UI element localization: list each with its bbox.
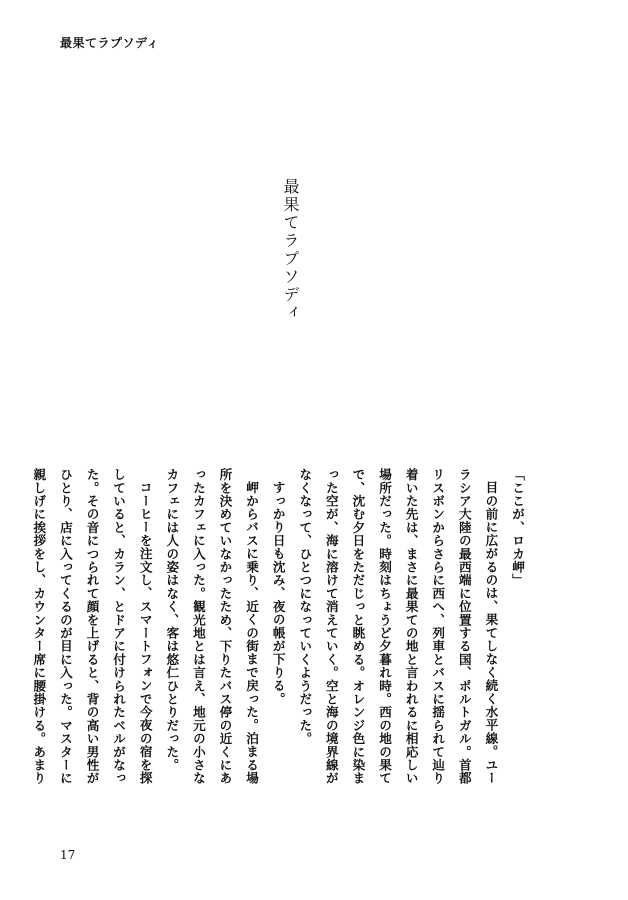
text-line: 親しげに挨拶をし、カウンター席に腰掛ける。あまり — [31, 468, 47, 785]
text-line: 着いた先は、まさに最果ての地と言われるに相応しい — [403, 468, 419, 785]
text-line: なくなって、ひとつになっていくようだった。 — [297, 468, 313, 746]
text-line: 目の前に広がるのは、果てしなく続く水平線。ユー — [483, 480, 499, 785]
running-head: 最果てラプソディ — [60, 36, 160, 50]
text-line: コーヒーを注文し、スマートフォンで今夜の宿を探 — [137, 480, 153, 785]
body-text — [25, 468, 530, 804]
text-line: 場所だった。時刻はちょうど夕暮れ時。西の地の果て — [377, 468, 393, 785]
chapter-title: 最果てラプソディ — [281, 178, 300, 322]
text-line: リスボンからさらに西へ、列車とバスに揺られて辿り — [430, 468, 446, 785]
page-number: 17 — [60, 848, 76, 862]
text-line: 所を決めていなかったため、下りたバス停の近くにあ — [217, 468, 233, 785]
text-line: ラシア大陸の最西端に位置する国、ポルトガル。首都 — [456, 468, 472, 785]
text-line: た。その音につられて顔を上げると、背の高い男性が — [84, 468, 100, 785]
text-line: カフェには人の姿はなく、客は悠仁ひとりだった。 — [164, 468, 180, 772]
text-line: った空が、海に溶けて消えていく。空と海の境界線が — [323, 468, 339, 785]
text-line: ったカフェに入った。観光地とは言え、地元の小さな — [190, 468, 206, 785]
text-line: 岬からバスに乗り、近くの街まで戻った。泊まる場 — [244, 480, 260, 785]
text-line: していると、カラン、とドアに付けられたベルがなっ — [111, 468, 127, 785]
text-line: で、沈む夕日をただじっと眺める。オレンジ色に染ま — [350, 468, 366, 785]
text-line: すっかり日も沈み、夜の帳が下りる。 — [270, 480, 286, 705]
text-line: ひとり、店に入ってくるのが目に入った。マスターに — [57, 468, 73, 785]
text-line: 「ここが、ロカ岬」 — [510, 468, 525, 587]
